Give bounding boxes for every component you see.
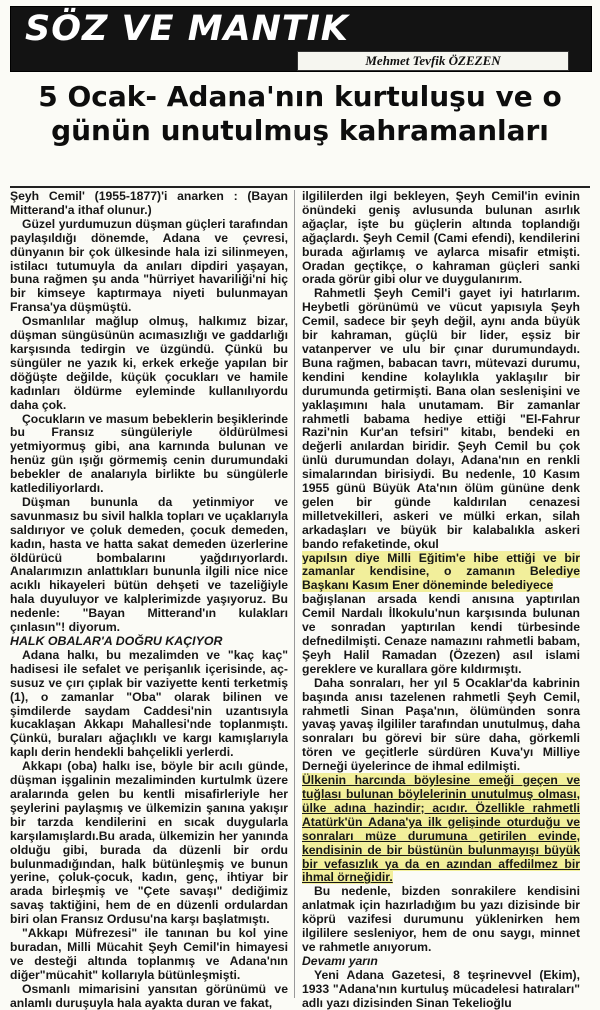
byline-box — [297, 51, 569, 71]
newspaper-clipping — [10, 6, 590, 1010]
paragraph: "Akkapı Müfrezesi" ile tanınan bu kol yine buradan, Milli Mücahit Şeyh Cemil'in himayesi ve desteği altında toplanmış ve Adana'nın diğer"mücahit" kollarıyla bütünleşmişti. — [10, 926, 288, 982]
right-column — [302, 189, 580, 1010]
column-banner — [10, 6, 592, 72]
highlighted-text: yapılsın diye Milli Eğitim'e hibe ettiği ve bir zamanlar kendisine, o zamanın Belediye Başkanı Kasım Ener döneminde belediyece — [302, 550, 580, 593]
paragraph: Daha sonraları, her yıl 5 Ocaklar'da kabrinin başında anısı tazelenen rahmetli Şeyh Cemil, rahmetli Sinan Paşa'nın, ölümünden sonra yavaş yavaş ilgililer tarafından unutulmuş, daha sonraları bu görevi bir süre daha, görkemli tören ve geçitlerle sürdüren Kuva'yı Milliye Derneği üyelerince de ihmal edilmişti. — [302, 675, 580, 774]
highlighted-passage — [302, 552, 580, 594]
source-paragraph: Yeni Adana Gazetesi, 8 teşrinevvel (Ekim), 1933 "Adana'nın kurtuluş mücadelesi hatıraları" adlı yazı dizisinden Sinan Tekelioğlu — [302, 967, 580, 1010]
paragraph: Güzel yurdumuzun düşman güçleri tarafından paylaşıldığı dönemde, Adana ve çevresi, dünyanın bir çok ülkesinde hala izi silinmeyen, istilacı tutumuyla da anıları dipdiri yaşayan, buna rağmen şu anda "hürriyet havariliği'ni hiç bir kimseye kaptırmaya niyeti bulunmayan Fransa'ya düşmüştü. — [10, 216, 288, 315]
left-column — [10, 189, 288, 1010]
paragraph: Osmanlılar mağlup olmuş, halkımız bizar, düşman süngüsünün acımasızlığı ve gaddarlığı karşısında tedirgin ve üzgündü. Çünkü bu süngüler ne yazık ki, erkek erkeğe yapılan bir döğüşte değilde, küçük çocukları ve hamile kadınları öldürme eyleminde kullanılıyordu daha çok. — [10, 314, 288, 412]
paragraph: Düşman bununla da yetinmiyor ve savunmasız bu sivil halkla topları ve uçaklarıyla saldırıyor ve çoluk demeden, çocuk demeden, kadın, hasta ve hatta sakat demeden üzerlerine öldürücü bombalarını yağdırıyorlardı. Analarımızın anlattıkları bununla ilgili nice nice acıklı hikayeleri bütün dehşeti ve tazeliğiyle hala duyuluyor ve kalplerimizde yaşıyoruz. Bu nedenle: "Bayan Mitterand'ın kulakları çınlasın"! diyorum. — [10, 494, 288, 635]
headline-divider — [10, 186, 590, 188]
article-headline: 5 Ocak- Adana'nın kurtuluşu ve o günün unutulmuş kahramanları — [38, 80, 562, 147]
highlighted-text: Ülkenin harcında böylesine emeği geçen ve tuğlası bulunan böylelerinin unutulmuş olması, ülke adına hazindir; acıdır. Özellikle rahmetli Atatürk'ün Adana'ya ilk gelişinde oturduğu ve sonraları müze durumuna getirilen evinde, kendisinin de bir büstünün bulunmayışı büyük bir vefasızlık ya da en azından affedilmez bir ihmal örneğidir. — [302, 773, 580, 885]
paragraph: Çocukların ve masum bebeklerin beşiklerinde bu Fransız süngüleriyle öldürülmesi yetmiyormuş gibi, ana karnında bulunan ve henüz gün ışığı görmemiş cenin durumundaki bebekler de analarıyla birlikte bu süngülerle katlediliyorlardı. — [10, 411, 288, 496]
paragraph: Osmanlı mimarisini yansıtan görünümü ve anlamlı duruşuyla hala ayakta duran ve fakat, — [10, 981, 288, 1010]
section-subheading: HALK OBALAR'A DOĞRU KAÇIYOR — [10, 634, 223, 648]
author-byline: Mehmet Tevfik ÖZEZEN — [365, 53, 501, 68]
paragraph: Bu nedenle, bizden sonrakilere kendisini anlatmak için hazırladığım bu yazı dizisinde bir köprü vazifesi durumunu yüklenirken hem ilgililere sesleniyor, hem de onu saygı, minnet ve rahmetle anıyorum. — [302, 884, 580, 954]
highlighted-passage — [302, 774, 580, 885]
dedication-paragraph: Şeyh Cemil' (1955-1877)'i anarken : (Bayan Mitterand'a ithaf olunur.) — [10, 189, 288, 217]
column-divider — [294, 190, 295, 998]
paragraph: Akkapı (oba) halkı ise, böyle bir acılı günde, düşman işgalinin mezaliminden kurtulmk üzere aralarında gelen bu kentli misafirleriyle her şeylerini paylaşmış ve ülkemizin şanına yakışır bir tarzda kendilerini en sıcak duygularla karşılamışlardı.Bu arada, ülkemizin her yanında olduğu gibi, burada da düzenli bir ordu bulunmadığından, halk bütünleşmiş ve bunun yerine, çoluk-çocuk, kadın, genç, ihtiyar bir arada birleşmiş ve "Çete savaşı" dediğimiz savaş taktiğini, hem de en düzenli ordulardan biri olan Fransız Ordusu'na karşı başlatmıştı. — [10, 759, 288, 927]
paragraph: Adana halkı, bu mezalimden ve "kaç kaç" hadisesi ile sefalet ve perişanlık içerisinde, aç-susuz ve çırı çıplak bir vaziyette kenti terketmiş (1), o zamanlar "Oba" olarak bilinen ve şimdilerde saydam Caddesi'nin uzantısıyla kucaklaşan Akkapı Mahallesi'nde toplanmıştı. Çünkü, buraları ağaçlıklı ve kargı kamışlarıyla kaplı derin hendekli bahçelikli yerlerdi. — [10, 647, 288, 760]
paragraph: bağışlanan arsada kendi anısına yaptırılan Cemil Nardalı İlkokulu'nun karşısında bulunan ve sonradan yaptırılan kendi türbesinde defnedilmişti. Cenaze namazını rahmetli babam, Şeyh Halil Ramadan (Özezen) asıl islami gereklere ve kurallara göre kıldırmıştı. — [302, 592, 580, 676]
paragraph: ilgililerden ilgi bekleyen, Şeyh Cemil'in evinin önündeki geniş avlusunda bulunan asırlık ağaçlar, işte bu güçlerin altında toplandığı ağaçlardı. Şeyh Cemil (Cami efendi), kendilerini burada ağırlamış ve aylarca misafir etmişti. Oradan geçtikçe, o kahraman güçleri sanki orada görür gibi olur ve duygulanırım. — [302, 189, 580, 287]
paragraph: Rahmetli Şeyh Cemil'i gayet iyi hatırlarım. Heybetli görünümü ve vücut yapısıyla Şeyh Cemil, sadece bir şeyh değil, aynı anda büyük bir kahraman, güçlü bir lider, eşsiz bir vatanperver ve ulu bir çınar durumundaydı. Buna rağmen, babacan tavrı, mütevazi durumu, kendini kendine kolaylıkla yaklaşılır bir durumunda getirmişti. Bana olan seslenişini ve yaklaşımını hala unutamam. Bir zamanlar rahmetli babama hediye ettiği "El-Fahrur Razi'nin Kur'an tefsiri" kitabı, bendeki en değerli anılardan biridir. Şeyh Cemil bu çok ünlü durumundan dolayı, Adana'nın en renkli simalarından birisiydi. Bu nedenle, 10 Kasım 1955 günü Büyük Ata'nın ölüm gününe denk gelen bir günde kaldırılan cenazesi milletvekilleri, askeri ve mülki erkan, silah arkadaşları ve büyük bir kalabalıkla askeri bando refaketinde, okul — [302, 286, 580, 551]
column-title: SÖZ VE MANTIK — [25, 9, 349, 49]
continued-note: Devamı yarın — [302, 953, 378, 968]
